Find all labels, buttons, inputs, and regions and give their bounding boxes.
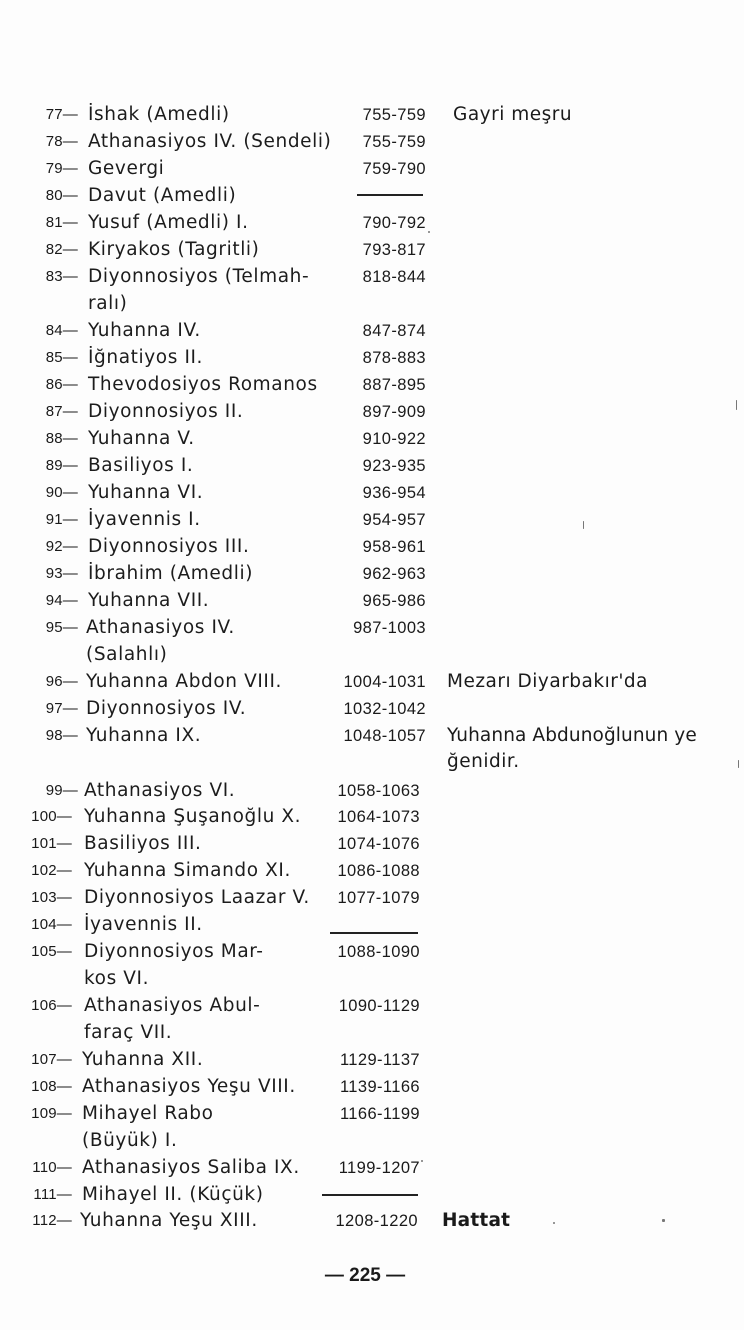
list-item [0, 1047, 744, 1074]
page-number: — 225 — [324, 1265, 406, 1286]
patriarch-name: Diyonnosiyos Laazar V. [84, 887, 310, 908]
entry-number: 80— [45, 187, 78, 204]
list-item [0, 210, 744, 237]
entry-years: 987-1003 [353, 619, 426, 637]
patriarch-name: Yuhanna XII. [82, 1049, 204, 1070]
list-item [0, 723, 744, 777]
patriarch-name: Yuhanna V. [88, 428, 195, 449]
list-item [0, 453, 744, 480]
entry-years: 1048-1057 [343, 727, 426, 745]
entry-number: 109— [31, 1105, 72, 1122]
list-item [0, 831, 744, 858]
patriarch-name: İbrahim (Amedli) [88, 563, 254, 584]
entry-number: 81— [45, 214, 78, 231]
entry-number: 110— [32, 1159, 72, 1176]
patriarch-name: Yuhanna VII. [88, 590, 210, 611]
patriarch-name-continued: kos VI. [84, 968, 150, 989]
entry-number: 89— [45, 457, 78, 474]
entry-note: Gayri meşru [453, 104, 573, 125]
entry-years: 1090-1129 [338, 997, 420, 1015]
patriarch-name: Diyonnosiyos (Telmah- [88, 266, 310, 287]
list-item [0, 993, 744, 1047]
patriarch-name: Kiryakos (Tagritli) [88, 239, 260, 260]
entry-years: 1064-1073 [337, 808, 420, 826]
patriarch-name: Athanasiyos Saliba IX. [82, 1157, 300, 1178]
entry-years: 818-844 [362, 268, 426, 286]
patriarch-name: Diyonnosiyos II. [88, 401, 244, 422]
entry-number: 82— [45, 241, 78, 258]
patriarch-name: Basiliyos III. [84, 833, 202, 854]
patriarch-name: Yuhanna Yeşu XIII. [80, 1210, 258, 1231]
list-item [0, 912, 744, 939]
entry-number: 98— [45, 727, 78, 744]
entry-years: 954-957 [362, 511, 426, 529]
entry-years: 759-790 [362, 160, 426, 178]
list-item [0, 399, 744, 426]
entry-years: 910-922 [362, 430, 426, 448]
patriarch-name-continued: (Salahlı) [86, 644, 168, 665]
entry-number: 105— [31, 943, 72, 960]
entry-years: 1004-1031 [343, 673, 426, 691]
entry-number: 111— [33, 1186, 72, 1203]
entry-years: 1058-1063 [337, 782, 420, 800]
patriarch-name: Mihayel II. (Küçük) [82, 1184, 264, 1205]
entry-number: 95— [45, 619, 78, 636]
entry-number: 104— [31, 916, 72, 933]
list-item [0, 1074, 744, 1101]
entry-years: 755-759 [362, 106, 426, 124]
patriarch-name-continued: (Büyük) I. [82, 1130, 178, 1151]
entry-years: 755-759 [362, 133, 426, 151]
patriarch-name: Diyonnosiyos Mar- [84, 941, 264, 962]
entry-number: 103— [31, 889, 72, 906]
entry-years: 1166-1199 [339, 1105, 420, 1123]
list-item [0, 237, 744, 264]
entry-number: 100— [31, 808, 72, 825]
patriarch-name: Diyonnosiyos III. [88, 536, 250, 557]
list-item [0, 1182, 744, 1209]
patriarch-name: Mihayel Rabo [82, 1103, 214, 1124]
patriarch-name: Athanasiyos Yeşu VIII. [82, 1076, 296, 1097]
entry-note: Yuhanna Abdunoğlunun ye [447, 725, 697, 746]
patriarch-name: Yuhanna IV. [88, 320, 201, 341]
patriarch-name: Athanasiyos IV. (Sendeli) [88, 131, 332, 152]
entry-number: 102— [31, 862, 72, 879]
entry-years: 958-961 [362, 538, 426, 556]
entry-years: 1208-1220 [335, 1212, 418, 1230]
list-item [0, 804, 744, 831]
entry-number: 93— [45, 565, 78, 582]
list-item [0, 480, 744, 507]
entry-number: 86— [45, 376, 78, 393]
entry-note-continued: ğenidir. [447, 751, 520, 772]
entry-years: 790-792 [362, 214, 426, 232]
patriarch-name: Yuhanna VI. [88, 482, 204, 503]
no-date-dash [322, 1194, 418, 1196]
entry-number: 91— [45, 511, 78, 528]
list-item [0, 426, 744, 453]
entry-number: 84— [45, 322, 78, 339]
entry-years: 1074-1076 [337, 835, 420, 853]
list-item [0, 885, 744, 912]
entry-years: 887-895 [362, 376, 426, 394]
entry-number: 107— [31, 1051, 72, 1068]
entry-years: 936-954 [362, 484, 426, 502]
list-item [0, 507, 744, 534]
list-item [0, 1208, 744, 1235]
patriarch-name: Yuhanna IX. [86, 725, 202, 746]
entry-number: 79— [45, 160, 78, 177]
entry-years: 1086-1088 [337, 862, 420, 880]
patriarch-name: Yuhanna Simando XI. [84, 860, 291, 881]
entry-number: 87— [45, 403, 78, 420]
patriarch-name: Athanasiyos IV. [86, 617, 235, 638]
patriarch-name: Yuhanna Abdon VIII. [86, 671, 283, 692]
entry-years: 962-963 [362, 565, 426, 583]
entry-number: 85— [45, 349, 78, 366]
scan-speck [662, 1219, 665, 1222]
patriarch-name: İğnatiyos II. [88, 347, 204, 368]
entry-years: 1199-1207 [338, 1159, 420, 1177]
scan-speck [736, 400, 737, 410]
patriarch-name: İyavennis I. [88, 509, 201, 530]
list-item [0, 1155, 744, 1182]
patriarch-name: Athanasiyos VI. [84, 780, 236, 801]
patriarch-name: Davut (Amedli) [88, 185, 237, 206]
scan-speck [428, 231, 430, 233]
entry-number: 83— [45, 268, 78, 285]
entry-number: 92— [45, 538, 78, 555]
entry-number: 96— [45, 673, 78, 690]
list-item [0, 588, 744, 615]
entry-years: 897-909 [362, 403, 426, 421]
entry-number: 94— [45, 592, 78, 609]
entry-years: 1088-1090 [337, 943, 420, 961]
entry-number: 90— [45, 484, 78, 501]
patriarch-name: Thevodosiyos Romanos [88, 374, 318, 395]
list-item [0, 183, 744, 210]
entry-years: 1077-1079 [337, 889, 420, 907]
patriarch-name: Athanasiyos Abul- [84, 995, 261, 1016]
list-item [0, 1101, 744, 1155]
list-item [0, 372, 744, 399]
entry-years: 793-817 [362, 241, 426, 259]
entry-years: 965-986 [362, 592, 426, 610]
patriarch-name: Gevergi [88, 158, 165, 179]
entry-years: 878-883 [362, 349, 426, 367]
list-item [0, 696, 744, 723]
list-item [0, 778, 744, 805]
entry-number: 88— [45, 430, 78, 447]
entry-number: 77— [45, 106, 78, 123]
list-item [0, 534, 744, 561]
entry-number: 108— [31, 1078, 72, 1095]
entry-years: 923-935 [362, 457, 426, 475]
patriarch-name: Diyonnosiyos IV. [86, 698, 247, 719]
list-item [0, 264, 744, 318]
entry-number: 101— [31, 835, 72, 852]
patriarch-name-continued: faraç VII. [84, 1022, 173, 1043]
list-item [0, 561, 744, 588]
scan-speck [421, 1160, 423, 1162]
entry-years: 1129-1137 [339, 1051, 420, 1069]
entry-years: 847-874 [362, 322, 426, 340]
patriarch-name: İshak (Amedli) [88, 104, 230, 125]
entry-note: Mezarı Diyarbakır'da [447, 671, 648, 692]
entry-years: 1032-1042 [343, 700, 426, 718]
list-item [0, 669, 744, 696]
list-item [0, 129, 744, 156]
list-item [0, 156, 744, 183]
patriarch-name-continued: ralı) [88, 293, 128, 314]
entry-number: 78— [45, 133, 78, 150]
list-item [0, 858, 744, 885]
no-date-dash [330, 932, 418, 934]
patriarch-name: Yusuf (Amedli) I. [88, 212, 249, 233]
scan-speck [583, 521, 584, 529]
patriarch-name: Basiliyos I. [88, 455, 194, 476]
list-item [0, 939, 744, 993]
entry-number: 99— [45, 782, 78, 799]
list-item [0, 345, 744, 372]
no-date-dash [357, 194, 423, 196]
patriarch-name: Yuhanna Şuşanoğlu X. [84, 806, 302, 827]
scan-speck [553, 1222, 555, 1224]
entry-number: 106— [31, 997, 72, 1014]
scan-speck [738, 760, 739, 768]
list-item [0, 102, 744, 129]
entry-years: 1139-1166 [339, 1078, 420, 1096]
list-item [0, 615, 744, 669]
entry-number: 112— [32, 1212, 72, 1229]
entry-note: Hattat [442, 1210, 511, 1231]
list-item [0, 318, 744, 345]
patriarch-name: İyavennis II. [84, 914, 203, 935]
entry-number: 97— [45, 700, 78, 717]
